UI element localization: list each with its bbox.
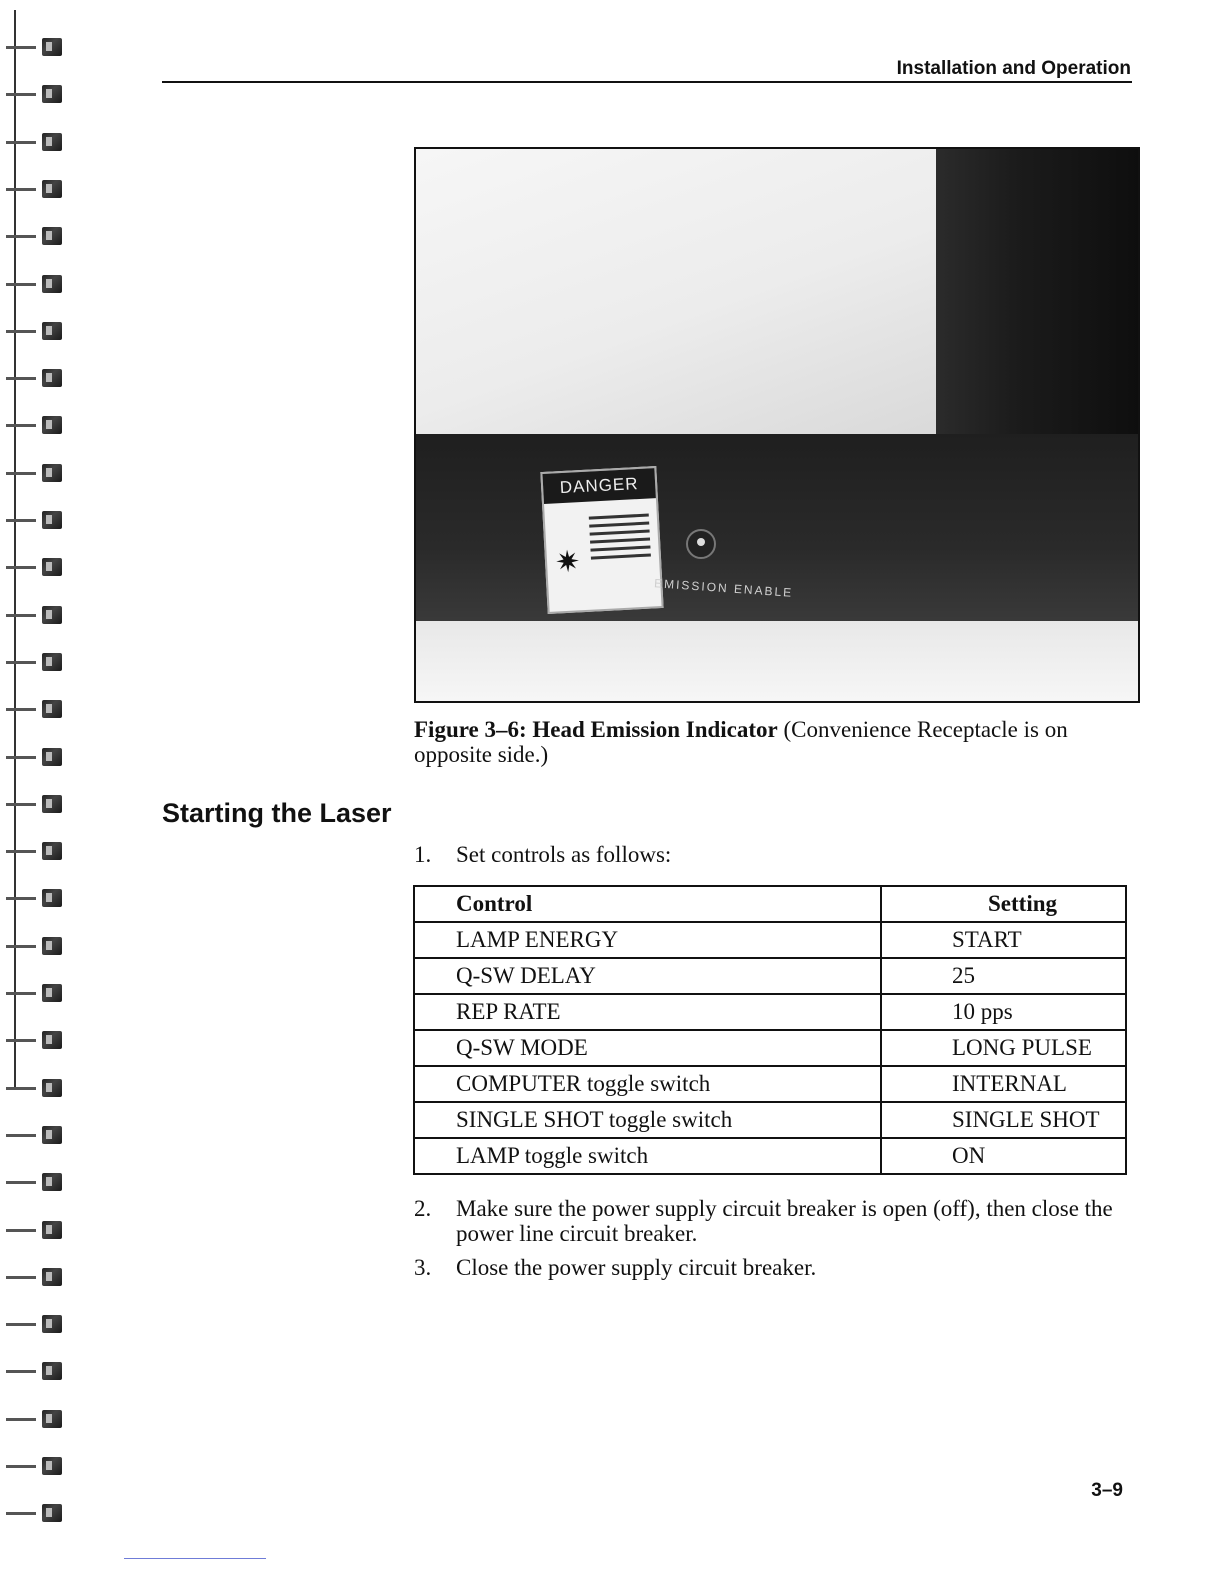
photo-cover-panel [416, 149, 946, 434]
table-row [414, 958, 1126, 994]
control-cell: LAMP toggle switch [414, 1138, 881, 1174]
setting-cell: INTERNAL [881, 1066, 1126, 1102]
spiral-binding [0, 0, 70, 1585]
figure-caption-note: (Convenience Receptacle is on opposite side.) [414, 717, 1068, 767]
binding-ring [4, 414, 64, 438]
control-cell: Q-SW DELAY [414, 958, 881, 994]
table-row [414, 1138, 1126, 1174]
binding-ring [4, 746, 64, 770]
binding-ring [4, 462, 64, 486]
binding-ring [4, 320, 64, 344]
emission-indicator-lamp [686, 529, 716, 559]
binding-ring [4, 225, 64, 249]
binding-ring [4, 36, 64, 60]
column-header-control: Control [414, 886, 881, 922]
binding-ring [4, 1266, 64, 1290]
table-header-row [414, 886, 1126, 922]
table-row [414, 922, 1126, 958]
binding-ring [4, 509, 64, 533]
step-number: 2. [414, 1196, 432, 1221]
binding-ring [4, 556, 64, 580]
column-header-setting: Setting [881, 886, 1126, 922]
binding-ring [4, 604, 64, 628]
step-number: 3. [414, 1255, 432, 1280]
laser-head-photo [414, 147, 1140, 703]
setting-cell: ON [881, 1138, 1126, 1174]
running-header: Installation and Operation [896, 58, 1131, 79]
binding-ring [4, 935, 64, 959]
table-row [414, 1066, 1126, 1102]
danger-label-title: DANGER [542, 468, 655, 504]
binding-spine [14, 10, 16, 1090]
binding-ring [4, 982, 64, 1006]
binding-ring [4, 840, 64, 864]
binding-ring [4, 1408, 64, 1432]
control-cell: SINGLE SHOT toggle switch [414, 1102, 881, 1138]
laser-starburst-icon: ✷ [554, 545, 582, 580]
setting-cell: 10 pps [881, 994, 1126, 1030]
binding-ring [4, 1502, 64, 1526]
setting-cell: LONG PULSE [881, 1030, 1126, 1066]
emission-enable-label: EMISSION ENABLE [653, 576, 794, 600]
binding-ring [4, 1171, 64, 1195]
control-cell: Q-SW MODE [414, 1030, 881, 1066]
header-rule [162, 81, 1132, 83]
bottom-link-rule [124, 1558, 266, 1559]
danger-label [540, 466, 663, 614]
binding-ring [4, 1077, 64, 1101]
binding-ring [4, 887, 64, 911]
binding-ring [4, 178, 64, 202]
setting-cell: 25 [881, 958, 1126, 994]
control-cell: LAMP ENERGY [414, 922, 881, 958]
binding-ring [4, 131, 64, 155]
danger-label-text-lines [588, 509, 651, 565]
table-row [414, 1102, 1126, 1138]
binding-ring [4, 1124, 64, 1148]
binding-ring [4, 1455, 64, 1479]
binding-ring [4, 1360, 64, 1384]
setting-cell: SINGLE SHOT [881, 1102, 1126, 1138]
binding-ring [4, 698, 64, 722]
figure-caption-title: Figure 3–6: Head Emission Indicator [414, 717, 778, 742]
binding-ring [4, 83, 64, 107]
binding-ring [4, 793, 64, 817]
control-cell: COMPUTER toggle switch [414, 1066, 881, 1102]
page-number: 3–9 [1091, 1480, 1123, 1501]
setting-cell: START [881, 922, 1126, 958]
section-heading: Starting the Laser [162, 798, 392, 828]
step-number: 1. [414, 842, 432, 867]
control-cell: REP RATE [414, 994, 881, 1030]
binding-ring [4, 1313, 64, 1337]
step-text: Set controls as follows: [456, 842, 672, 867]
control-settings-table [413, 885, 1127, 1175]
binding-ring [4, 367, 64, 391]
step-text: Make sure the power supply circuit breaker is open (off), then close the power line circuit breaker. [456, 1196, 1113, 1246]
binding-ring [4, 651, 64, 675]
figure-caption [414, 717, 1124, 767]
table-row [414, 994, 1126, 1030]
binding-ring [4, 1029, 64, 1053]
photo-base [416, 621, 1140, 703]
step-text: Close the power supply circuit breaker. [456, 1255, 817, 1280]
binding-ring [4, 1219, 64, 1243]
binding-ring [4, 273, 64, 297]
table-row [414, 1030, 1126, 1066]
